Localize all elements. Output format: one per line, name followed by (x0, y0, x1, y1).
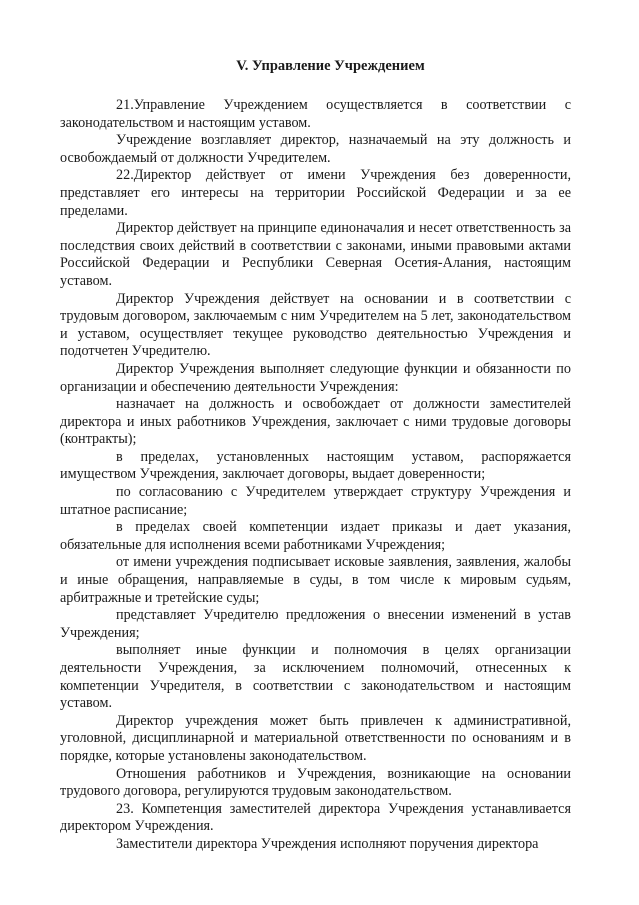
paragraph: выполняет иные функции и полномочия в целях организации деятельности Учреждения, за исключением полномочий, отнесенных к компетенции Учредителя, в соответствии с законодательством и настоящим уставом. (60, 642, 571, 712)
paragraph: по согласованию с Учредителем утверждает структуру Учреждения и штатное расписание; (60, 484, 571, 518)
paragraph: назначает на должность и освобождает от должности заместителей директора и иных работников Учреждения, заключает с ними трудовые договоры (контракты); (60, 396, 571, 448)
paragraph: Заместители директора Учреждения исполняют поручения директора (116, 835, 539, 852)
paragraph: 21.Управление Учреждением осуществляется в соответствии с законодательством и настоящим уставом. (60, 97, 571, 131)
paragraph: от имени учреждения подписывает исковые заявления, заявления, жалобы и иные обращения, направляемые в суды, в том числе к мировым судьям, арбитражные и третейские суды; (60, 554, 571, 606)
paragraph: Директор действует на принципе единоначалия и несет ответственность за последствия своих действий в соответствии с законами, иными правовыми актами Российской Федерации и Республики Северная Осетия-Алания, настоящим уставом. (60, 220, 571, 289)
paragraph: Учреждение возглавляет директор, назначаемый на эту должность и освобождаемый от должности Учредителем. (60, 132, 571, 166)
section-heading: V. Управление Учреждением (236, 58, 425, 74)
paragraph: Директор Учреждения выполняет следующие функции и обязанности по организации и обеспечению деятельности Учреждения: (60, 360, 571, 395)
paragraph: 22.Директор действует от имени Учреждения без доверенности, представляет его интересы на территории Российской Федерации и за ее пределами. (60, 167, 571, 219)
paragraph: Директор Учреждения действует на основании и в соответствии с трудовым договором, заключаемым с ним Учредителем на 5 лет, законодательством и уставом, осуществляет текущее руководство деятельностью Учреждения и подотчетен Учредителю. (60, 290, 571, 360)
paragraph: в пределах своей компетенции издает приказы и дает указания, обязательные для исполнения всеми работниками Учреждения; (60, 519, 571, 553)
paragraph: представляет Учредителю предложения о внесении изменений в устав Учреждения; (60, 607, 571, 641)
paragraph: 23. Компетенция заместителей директора Учреждения устанавливается директором Учреждения. (60, 800, 571, 835)
paragraph: в пределах, установленных настоящим уставом, распоряжается имуществом Учреждения, заключает договоры, выдает доверенности; (60, 448, 571, 483)
paragraph: Отношения работников и Учреждения, возникающие на основании трудового договора, регулируются трудовым законодательством. (60, 765, 571, 800)
paragraph: Директор учреждения может быть привлечен к административной, уголовной, дисциплинарной и материальной ответственности по основаниям и в порядке, которые установлены законодательством. (60, 712, 571, 764)
